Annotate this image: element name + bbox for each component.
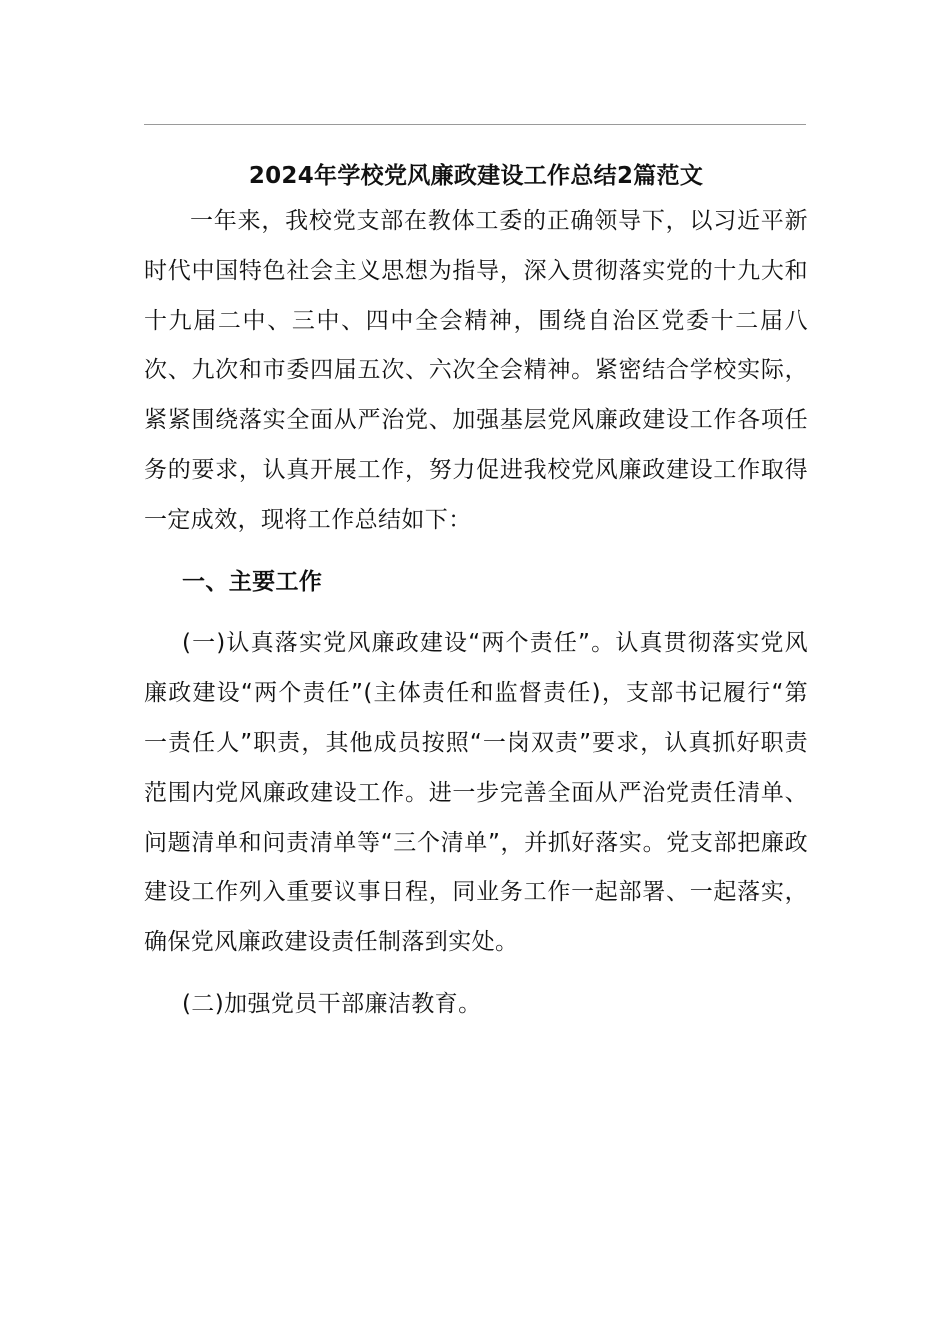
section-heading-main-work: 一、主要工作 [181,568,323,595]
document-body [144,156,808,1030]
document-title: 2024年学校党风廉政建设工作总结2篇范文 [248,163,704,189]
header-divider [144,124,806,125]
paragraph-responsibilities: (一)认真落实党风廉政建设“两个责任”。认真贯彻落实党风廉政建设“两个责任”(主体责任和监督责任)，支部书记履行“第一责任人”职责，其他成员按照“一岗双责”要求，认真抓好职责范围内党风廉政建设工作。进一步完善全面从严治党责任清单、问题清单和问责清单等“三个清单”，并抓好落实。党支部把廉政建设工作列入重要议事日程，同业务工作一起部署、一起落实，确保党风廉政建设责任制落到实处。 [144,630,808,956]
intro-paragraph: 一年来，我校党支部在教体工委的正确领导下，以习近平新时代中国特色社会主义思想为指导，深入贯彻落实党的十九大和十九届二中、三中、四中全会精神，围绕自治区党委十二届八次、九次和市委四届五次、六次全会精神。紧密结合学校实际，紧紧围绕落实全面从严治党、加强基层党风廉政建设工作各项任务的要求，认真开展工作，努力促进我校党风廉政建设工作取得一定成效，现将工作总结如下： [144,208,808,533]
subheading-integrity-education: (二)加强党员干部廉洁教育。 [181,990,482,1017]
